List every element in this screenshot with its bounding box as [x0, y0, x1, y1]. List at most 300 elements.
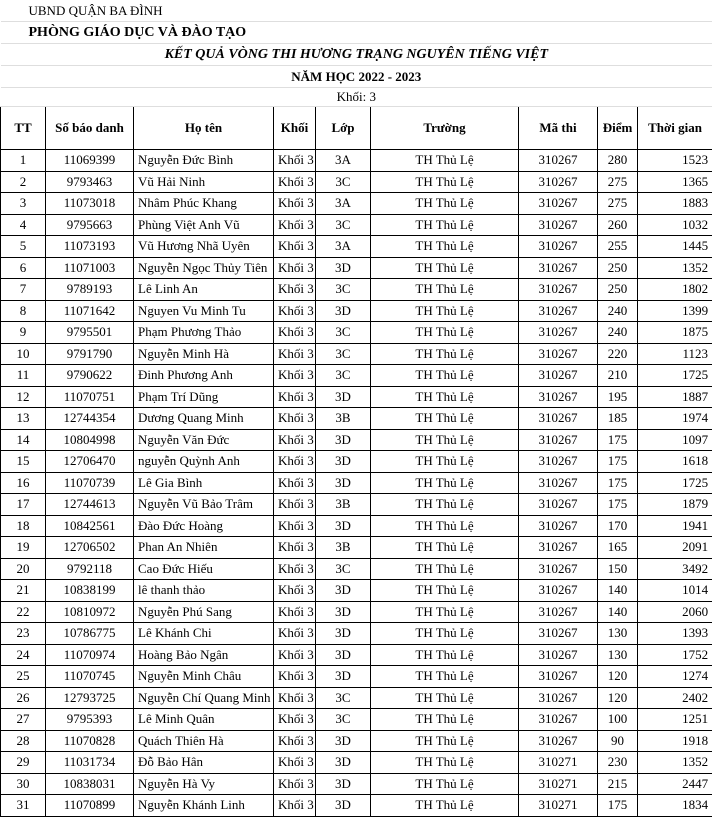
table-cell[interactable]: Khối 3 [274, 429, 316, 451]
table-cell[interactable]: Lê Linh An [134, 279, 274, 301]
table-cell[interactable]: TH Thủ Lệ [371, 386, 519, 408]
table-cell[interactable]: Nguyễn Ngọc Thủy Tiên [134, 257, 274, 279]
table-cell[interactable]: 310267 [519, 365, 598, 387]
table-cell[interactable]: 3A [316, 150, 371, 172]
grade-label: Khối: 3 [1, 88, 712, 107]
table-cell[interactable]: 12744354 [46, 408, 134, 430]
table-cell[interactable]: 1014 [638, 580, 712, 602]
table-row [1, 666, 712, 688]
table-cell[interactable]: Khối 3 [274, 773, 316, 795]
table-cell[interactable]: TH Thủ Lệ [371, 257, 519, 279]
table-cell[interactable]: 12 [1, 386, 46, 408]
table-cell[interactable]: Khối 3 [274, 193, 316, 215]
table-cell[interactable]: 9795393 [46, 709, 134, 731]
table-cell[interactable]: 1251 [638, 709, 712, 731]
table-cell[interactable]: Khối 3 [274, 494, 316, 516]
table-cell[interactable]: 3C [316, 687, 371, 709]
table-cell[interactable]: Khối 3 [274, 171, 316, 193]
table-cell[interactable]: 10804998 [46, 429, 134, 451]
table-cell[interactable]: Khối 3 [274, 666, 316, 688]
table-cell[interactable]: Đinh Phương Anh [134, 365, 274, 387]
table-cell[interactable]: 310267 [519, 644, 598, 666]
table-cell[interactable]: TH Thủ Lệ [371, 150, 519, 172]
table-cell[interactable]: 310267 [519, 386, 598, 408]
col-header[interactable]: Trường [371, 107, 519, 150]
table-cell[interactable]: 3D [316, 386, 371, 408]
dept-name: PHÒNG GIÁO DỤC VÀ ĐÀO TẠO [1, 22, 712, 44]
table-cell[interactable]: Khối 3 [274, 601, 316, 623]
table-cell[interactable]: 3D [316, 773, 371, 795]
table-cell[interactable]: 9789193 [46, 279, 134, 301]
table-cell[interactable]: 7 [1, 279, 46, 301]
table-cell[interactable]: 3D [316, 666, 371, 688]
col-header[interactable]: TT [1, 107, 46, 150]
table-cell[interactable]: 10786775 [46, 623, 134, 645]
table-cell[interactable]: 175 [598, 451, 638, 473]
table-cell[interactable]: Khối 3 [274, 451, 316, 473]
table-cell[interactable]: 250 [598, 279, 638, 301]
table-cell[interactable]: 27 [1, 709, 46, 731]
table-cell[interactable]: Khối 3 [274, 580, 316, 602]
table-cell[interactable]: 1 [1, 150, 46, 172]
table-cell[interactable]: 11073193 [46, 236, 134, 258]
table-cell[interactable]: 9795663 [46, 214, 134, 236]
table-cell[interactable]: 12706470 [46, 451, 134, 473]
table-cell[interactable]: 11070739 [46, 472, 134, 494]
table-cell[interactable]: Phùng Việt Anh Vũ [134, 214, 274, 236]
table-cell[interactable]: Nguyễn Vũ Bảo Trâm [134, 494, 274, 516]
table-row [1, 365, 712, 387]
table-cell[interactable]: 18 [1, 515, 46, 537]
table-cell[interactable]: TH Thủ Lệ [371, 752, 519, 774]
table-cell[interactable]: 310267 [519, 709, 598, 731]
table-cell[interactable]: 1752 [638, 644, 712, 666]
table-cell[interactable]: 310267 [519, 257, 598, 279]
table-cell[interactable]: 1974 [638, 408, 712, 430]
table-cell[interactable]: 25 [1, 666, 46, 688]
table-cell[interactable]: Khối 3 [274, 752, 316, 774]
table-cell[interactable]: Hoàng Bảo Ngân [134, 644, 274, 666]
table-cell[interactable]: Phạm Trí Dũng [134, 386, 274, 408]
table-cell[interactable]: 275 [598, 193, 638, 215]
table-cell[interactable]: 310271 [519, 773, 598, 795]
table-row [1, 644, 712, 666]
table-cell[interactable]: TH Thủ Lệ [371, 666, 519, 688]
table-cell[interactable]: TH Thủ Lệ [371, 709, 519, 731]
table-cell[interactable]: 1802 [638, 279, 712, 301]
table-cell[interactable]: 1834 [638, 795, 712, 817]
table-cell[interactable]: 280 [598, 150, 638, 172]
table-cell[interactable]: 3D [316, 644, 371, 666]
table-cell[interactable]: Khối 3 [274, 644, 316, 666]
table-cell[interactable]: 23 [1, 623, 46, 645]
table-cell[interactable]: 1725 [638, 472, 712, 494]
table-cell[interactable]: 1123 [638, 343, 712, 365]
table-cell[interactable]: 13 [1, 408, 46, 430]
table-cell[interactable]: 310267 [519, 408, 598, 430]
table-cell[interactable]: 310267 [519, 666, 598, 688]
table-cell[interactable]: Khối 3 [274, 279, 316, 301]
table-cell[interactable]: 19 [1, 537, 46, 559]
table-cell[interactable]: 90 [598, 730, 638, 752]
table-cell[interactable]: 3B [316, 408, 371, 430]
table-cell[interactable]: Đào Đức Hoàng [134, 515, 274, 537]
table-cell[interactable]: 11070974 [46, 644, 134, 666]
table-cell[interactable]: 230 [598, 752, 638, 774]
table-cell[interactable]: 12793725 [46, 687, 134, 709]
table-cell[interactable]: 16 [1, 472, 46, 494]
table-cell[interactable]: Nguyễn Văn Đức [134, 429, 274, 451]
table-cell[interactable]: 3C [316, 279, 371, 301]
table-cell[interactable]: TH Thủ Lệ [371, 279, 519, 301]
table-cell[interactable]: 310267 [519, 537, 598, 559]
table-cell[interactable]: 310267 [519, 171, 598, 193]
table-cell[interactable]: Dương Quang Minh [134, 408, 274, 430]
table-cell[interactable]: TH Thủ Lệ [371, 236, 519, 258]
table-cell[interactable]: 1445 [638, 236, 712, 258]
table-cell[interactable]: 10810972 [46, 601, 134, 623]
table-cell[interactable]: 3D [316, 601, 371, 623]
table-cell[interactable]: 150 [598, 558, 638, 580]
col-header[interactable]: Họ tên [134, 107, 274, 150]
table-cell[interactable]: 22 [1, 601, 46, 623]
table-cell[interactable]: TH Thủ Lệ [371, 537, 519, 559]
table-cell[interactable]: 310267 [519, 150, 598, 172]
table-cell[interactable]: 215 [598, 773, 638, 795]
table-cell[interactable]: Nhâm Phúc Khang [134, 193, 274, 215]
table-cell[interactable]: TH Thủ Lệ [371, 171, 519, 193]
table-cell[interactable]: 255 [598, 236, 638, 258]
table-cell[interactable]: TH Thủ Lệ [371, 601, 519, 623]
table-cell[interactable]: 3D [316, 472, 371, 494]
table-cell[interactable]: Vũ Hải Ninh [134, 171, 274, 193]
table-cell[interactable]: 3C [316, 171, 371, 193]
table-cell[interactable]: 29 [1, 752, 46, 774]
table-cell[interactable]: Khối 3 [274, 365, 316, 387]
table-cell[interactable]: Nguyen Vu Minh Tu [134, 300, 274, 322]
table-cell[interactable]: Khối 3 [274, 236, 316, 258]
table-cell[interactable]: 120 [598, 666, 638, 688]
table-cell[interactable]: 2447 [638, 773, 712, 795]
table-cell[interactable]: TH Thủ Lệ [371, 494, 519, 516]
table-cell[interactable]: Khối 3 [274, 322, 316, 344]
table-cell[interactable]: TH Thủ Lệ [371, 472, 519, 494]
table-cell[interactable]: 310267 [519, 451, 598, 473]
table-cell[interactable]: 3D [316, 300, 371, 322]
table-cell[interactable]: 310271 [519, 795, 598, 817]
table-row [1, 408, 712, 430]
table-cell[interactable]: 250 [598, 257, 638, 279]
table-cell[interactable]: 310267 [519, 236, 598, 258]
table-cell[interactable]: 1393 [638, 623, 712, 645]
col-header[interactable]: Khối [274, 107, 316, 150]
table-cell[interactable]: 11070745 [46, 666, 134, 688]
table-cell[interactable]: 130 [598, 644, 638, 666]
table-cell[interactable]: 3C [316, 365, 371, 387]
table-cell[interactable]: TH Thủ Lệ [371, 795, 519, 817]
table-cell[interactable]: 185 [598, 408, 638, 430]
table-cell[interactable]: TH Thủ Lệ [371, 687, 519, 709]
school-year: NĂM HỌC 2022 - 2023 [1, 66, 712, 88]
table-cell[interactable]: 1097 [638, 429, 712, 451]
table-cell[interactable]: 10 [1, 343, 46, 365]
table-row [1, 236, 712, 258]
table-cell[interactable]: TH Thủ Lệ [371, 300, 519, 322]
table-row [1, 580, 712, 602]
table-cell[interactable]: 3D [316, 752, 371, 774]
table-cell[interactable]: 12744613 [46, 494, 134, 516]
table-cell[interactable]: 310267 [519, 687, 598, 709]
table-cell[interactable]: TH Thủ Lệ [371, 644, 519, 666]
table-cell[interactable]: 310271 [519, 752, 598, 774]
table-cell[interactable]: Khối 3 [274, 214, 316, 236]
table-cell[interactable]: 28 [1, 730, 46, 752]
table-cell[interactable]: 310267 [519, 429, 598, 451]
table-cell[interactable]: 3D [316, 580, 371, 602]
table-cell[interactable]: 14 [1, 429, 46, 451]
table-cell[interactable]: 17 [1, 494, 46, 516]
table-cell[interactable]: 2402 [638, 687, 712, 709]
table-cell[interactable]: 310267 [519, 558, 598, 580]
table-cell[interactable]: 130 [598, 623, 638, 645]
table-cell[interactable]: TH Thủ Lệ [371, 429, 519, 451]
table-cell[interactable]: 31 [1, 795, 46, 817]
table-cell[interactable]: 3D [316, 451, 371, 473]
table-cell[interactable]: 175 [598, 494, 638, 516]
table-cell[interactable]: 310267 [519, 472, 598, 494]
table-cell[interactable]: 3D [316, 623, 371, 645]
table-cell[interactable]: 1365 [638, 171, 712, 193]
table-cell[interactable]: 9793463 [46, 171, 134, 193]
table-cell[interactable]: Phạm Phương Thảo [134, 322, 274, 344]
table-cell[interactable]: 310267 [519, 300, 598, 322]
table-cell[interactable]: 12706502 [46, 537, 134, 559]
table-cell[interactable]: 275 [598, 171, 638, 193]
table-cell[interactable]: 3A [316, 193, 371, 215]
table-cell[interactable]: 26 [1, 687, 46, 709]
table-cell[interactable]: 310267 [519, 601, 598, 623]
table-cell[interactable]: TH Thủ Lệ [371, 214, 519, 236]
table-cell[interactable]: 3A [316, 236, 371, 258]
table-cell[interactable]: 310267 [519, 343, 598, 365]
table-cell[interactable]: 310267 [519, 730, 598, 752]
table-cell[interactable]: TH Thủ Lệ [371, 515, 519, 537]
table-cell[interactable]: nguyễn Quỳnh Anh [134, 451, 274, 473]
table-cell[interactable]: Nguyễn Minh Châu [134, 666, 274, 688]
table-cell[interactable]: Khối 3 [274, 687, 316, 709]
table-cell[interactable]: Khối 3 [274, 795, 316, 817]
table-cell[interactable]: Khối 3 [274, 343, 316, 365]
table-cell[interactable]: 1941 [638, 515, 712, 537]
table-cell[interactable]: 3 [1, 193, 46, 215]
table-cell[interactable]: 195 [598, 386, 638, 408]
table-row [1, 601, 712, 623]
table-cell[interactable]: 3D [316, 795, 371, 817]
table-cell[interactable]: TH Thủ Lệ [371, 365, 519, 387]
table-cell[interactable]: Khối 3 [274, 515, 316, 537]
table-cell[interactable]: 3D [316, 730, 371, 752]
table-cell[interactable]: Nguyễn Phú Sang [134, 601, 274, 623]
table-cell[interactable]: 310267 [519, 515, 598, 537]
table-row [1, 709, 712, 731]
table-cell[interactable]: 260 [598, 214, 638, 236]
table-cell[interactable]: 11031734 [46, 752, 134, 774]
table-cell[interactable]: 220 [598, 343, 638, 365]
table-cell[interactable]: 10842561 [46, 515, 134, 537]
table-cell[interactable]: 1725 [638, 365, 712, 387]
table-cell[interactable]: 6 [1, 257, 46, 279]
table-cell[interactable]: 310267 [519, 580, 598, 602]
table-cell[interactable]: 1883 [638, 193, 712, 215]
table-cell[interactable]: 170 [598, 515, 638, 537]
table-cell[interactable]: 1352 [638, 257, 712, 279]
table-cell[interactable]: TH Thủ Lệ [371, 623, 519, 645]
table-cell[interactable]: 3C [316, 709, 371, 731]
table-cell[interactable]: 11069399 [46, 150, 134, 172]
table-cell[interactable]: 9791790 [46, 343, 134, 365]
table-cell[interactable]: TH Thủ Lệ [371, 773, 519, 795]
col-header[interactable]: Mã thi [519, 107, 598, 150]
table-cell[interactable]: 310267 [519, 214, 598, 236]
table-cell[interactable]: TH Thủ Lệ [371, 451, 519, 473]
table-cell[interactable]: TH Thủ Lệ [371, 193, 519, 215]
table-cell[interactable]: 15 [1, 451, 46, 473]
table-cell[interactable]: 240 [598, 322, 638, 344]
table-cell[interactable]: Nguyễn Chí Quang Minh [134, 687, 274, 709]
table-cell[interactable]: Phan An Nhiên [134, 537, 274, 559]
table-cell[interactable]: Lê Gia Bình [134, 472, 274, 494]
table-cell[interactable]: 9792118 [46, 558, 134, 580]
table-cell[interactable]: Nguyễn Đức Bình [134, 150, 274, 172]
table-cell[interactable]: 2 [1, 171, 46, 193]
table-cell[interactable]: Nguyễn Hà Vy [134, 773, 274, 795]
table-cell[interactable]: 1918 [638, 730, 712, 752]
table-cell[interactable]: 1032 [638, 214, 712, 236]
table-cell[interactable]: Nguyễn Khánh Linh [134, 795, 274, 817]
table-cell[interactable]: Lê Khánh Chi [134, 623, 274, 645]
table-cell[interactable]: TH Thủ Lệ [371, 558, 519, 580]
table-cell[interactable]: TH Thủ Lệ [371, 730, 519, 752]
table-cell[interactable]: 11071003 [46, 257, 134, 279]
table-cell[interactable]: TH Thủ Lệ [371, 322, 519, 344]
table-cell[interactable]: 3D [316, 515, 371, 537]
table-cell[interactable]: 3D [316, 429, 371, 451]
table-cell[interactable]: 240 [598, 300, 638, 322]
table-cell[interactable]: 175 [598, 795, 638, 817]
table-cell[interactable]: 1352 [638, 752, 712, 774]
table-cell[interactable]: 310267 [519, 279, 598, 301]
table-cell[interactable]: 3492 [638, 558, 712, 580]
header-row-dept [1, 22, 712, 44]
table-cell[interactable]: 9795501 [46, 322, 134, 344]
table-cell[interactable]: 310267 [519, 494, 598, 516]
table-cell[interactable]: Lê Minh Quân [134, 709, 274, 731]
table-cell[interactable]: 100 [598, 709, 638, 731]
table-cell[interactable]: 1879 [638, 494, 712, 516]
table-cell[interactable]: 1875 [638, 322, 712, 344]
table-cell[interactable]: 11073018 [46, 193, 134, 215]
col-header[interactable]: Điểm [598, 107, 638, 150]
table-cell[interactable]: 175 [598, 472, 638, 494]
table-cell[interactable]: Khối 3 [274, 257, 316, 279]
table-cell[interactable]: 310267 [519, 322, 598, 344]
table-cell[interactable]: Khối 3 [274, 150, 316, 172]
table-cell[interactable]: Quách Thiên Hà [134, 730, 274, 752]
table-cell[interactable]: 9 [1, 322, 46, 344]
table-cell[interactable]: Khối 3 [274, 408, 316, 430]
table-cell[interactable]: Khối 3 [274, 730, 316, 752]
table-cell[interactable]: 2060 [638, 601, 712, 623]
table-cell[interactable]: 1618 [638, 451, 712, 473]
table-cell[interactable]: 3B [316, 494, 371, 516]
table-cell[interactable]: 140 [598, 580, 638, 602]
table-cell[interactable]: 5 [1, 236, 46, 258]
table-cell[interactable]: 3B [316, 537, 371, 559]
table-cell[interactable]: 3C [316, 322, 371, 344]
table-cell[interactable]: 10838199 [46, 580, 134, 602]
table-cell[interactable]: Khối 3 [274, 537, 316, 559]
table-cell[interactable]: 24 [1, 644, 46, 666]
col-header[interactable]: Lớp [316, 107, 371, 150]
col-header[interactable]: Số báo danh [46, 107, 134, 150]
table-cell[interactable]: 3C [316, 343, 371, 365]
table-cell[interactable]: Khối 3 [274, 558, 316, 580]
table-cell[interactable]: 3C [316, 558, 371, 580]
table-cell[interactable]: Khối 3 [274, 623, 316, 645]
table-cell[interactable]: 30 [1, 773, 46, 795]
table-cell[interactable]: Khối 3 [274, 472, 316, 494]
table-cell[interactable]: 2091 [638, 537, 712, 559]
table-cell[interactable]: 310267 [519, 623, 598, 645]
table-cell[interactable]: 10838031 [46, 773, 134, 795]
table-cell[interactable]: Khối 3 [274, 300, 316, 322]
table-cell[interactable]: Đỗ Bảo Hân [134, 752, 274, 774]
table-cell[interactable]: 8 [1, 300, 46, 322]
table-cell[interactable]: 4 [1, 214, 46, 236]
table-cell[interactable]: 21 [1, 580, 46, 602]
table-cell[interactable]: 165 [598, 537, 638, 559]
table-cell[interactable]: 120 [598, 687, 638, 709]
table-cell[interactable]: TH Thủ Lệ [371, 408, 519, 430]
table-cell[interactable]: 11070899 [46, 795, 134, 817]
table-cell[interactable]: 310267 [519, 193, 598, 215]
table-cell[interactable]: 9790622 [46, 365, 134, 387]
col-header[interactable]: Thời gian [638, 107, 712, 150]
table-cell[interactable]: 20 [1, 558, 46, 580]
table-cell[interactable]: 3D [316, 257, 371, 279]
table-cell[interactable]: Khối 3 [274, 386, 316, 408]
table-cell[interactable]: 11071642 [46, 300, 134, 322]
table-cell[interactable]: 210 [598, 365, 638, 387]
table-cell[interactable]: 1523 [638, 150, 712, 172]
table-cell[interactable]: Nguyễn Minh Hà [134, 343, 274, 365]
table-cell[interactable]: 1399 [638, 300, 712, 322]
table-cell[interactable]: Khối 3 [274, 709, 316, 731]
table-cell[interactable]: 3C [316, 214, 371, 236]
table-cell[interactable]: 140 [598, 601, 638, 623]
table-cell[interactable]: Cao Đức Hiếu [134, 558, 274, 580]
table-cell[interactable]: 11070751 [46, 386, 134, 408]
table-cell[interactable]: TH Thủ Lệ [371, 343, 519, 365]
table-cell[interactable]: 1274 [638, 666, 712, 688]
table-cell[interactable]: 11 [1, 365, 46, 387]
table-cell[interactable]: 175 [598, 429, 638, 451]
table-cell[interactable]: Vũ Hương Nhã Uyên [134, 236, 274, 258]
table-cell[interactable]: 11070828 [46, 730, 134, 752]
table-cell[interactable]: TH Thủ Lệ [371, 580, 519, 602]
table-cell[interactable]: 1887 [638, 386, 712, 408]
table-cell[interactable]: lê thanh thảo [134, 580, 274, 602]
